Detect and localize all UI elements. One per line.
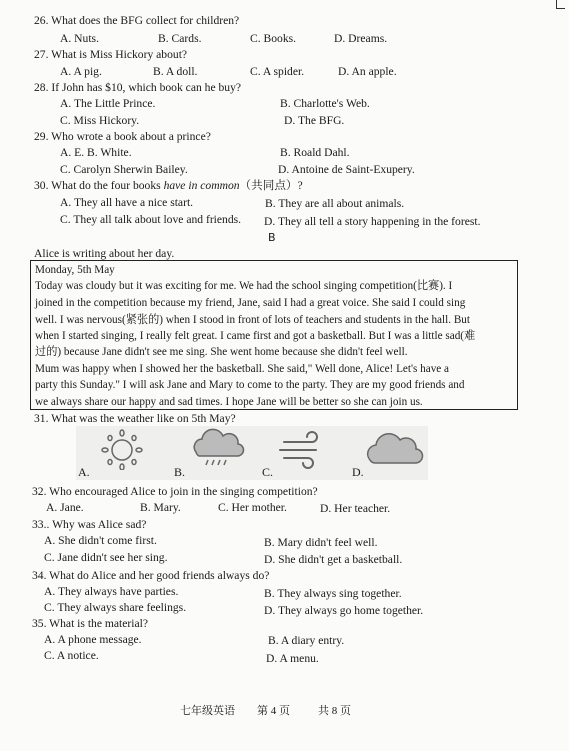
passage-line: 过的) because Jane didn't see me sing. She went home because she didn't feel well. [35, 346, 408, 358]
passage-line: Mum was happy when I showed her the basketball. She said," Well done, Alice! Let's have a [35, 363, 450, 375]
option-26c: C. Books. [250, 32, 297, 45]
option-29d: D. Antoine de Saint-Exupery. [278, 163, 415, 176]
passage-intro: Alice is writing about her day. [34, 247, 175, 260]
passage-line: well. I was nervous(紧张的) when I stood in front of lots of teachers and students in the hall. But [35, 314, 470, 326]
passage-line: when I started singing, I really felt great. I came first and got a basketball. But I was a little sad(难 [35, 330, 476, 342]
option-29c: C. Carolyn Sherwin Bailey. [60, 163, 188, 176]
page-corner-mark [556, 0, 565, 9]
passage-line: we always share our happy and sad times. I hope Jane will be better so she can join us. [35, 396, 423, 408]
option-28c: C. Miss Hickory. [60, 114, 140, 127]
option-33c: C. Jane didn't see her sing. [44, 551, 168, 564]
passage-line: party this Sunday." I will ask Jane and Mary to come to the party. They are my good friends and [35, 379, 465, 391]
question-35: 35. What is the material? [32, 617, 149, 630]
option-30c: C. They all talk about love and friends. [60, 213, 242, 226]
option-33a: A. She didn't come first. [44, 534, 157, 547]
option-28d: D. The BFG. [284, 114, 345, 127]
sun-icon [92, 428, 156, 470]
wind-icon [270, 428, 334, 470]
option-27b: B. A doll. [153, 65, 198, 78]
option-31b-label: B. [174, 465, 186, 479]
option-35b: B. A diary entry. [268, 634, 345, 647]
option-26b: B. Cards. [158, 32, 202, 45]
question-34: 34. What do Alice and her good friends always do? [32, 569, 270, 582]
option-27a: A. A pig. [60, 65, 102, 78]
footer-total-pages: 共 8 页 [318, 705, 351, 717]
option-27c: C. A spider. [250, 65, 305, 78]
option-30d: D. They all tell a story happening in the forest. [264, 215, 481, 228]
question-26: 26. What does the BFG collect for children? [34, 14, 240, 27]
option-30a: A. They all have a nice start. [60, 196, 194, 209]
handwritten-answer: B [268, 231, 276, 244]
option-32b: B. Mary. [140, 501, 181, 514]
option-35d: D. A menu. [266, 652, 319, 665]
passage-line: Monday, 5th May [35, 264, 115, 276]
question-31: 31. What was the weather like on 5th May? [34, 412, 236, 425]
option-28b: B. Charlotte's Web. [280, 97, 370, 110]
question-33: 33.. Why was Alice sad? [32, 518, 147, 531]
question-28: 28. If John has $10, which book can he buy? [34, 81, 242, 94]
option-26d: D. Dreams. [334, 32, 388, 45]
option-35a: A. A phone message. [44, 633, 142, 646]
option-33b: B. Mary didn't feel well. [264, 536, 378, 549]
question-32: 32. Who encouraged Alice to join in the singing competition? [32, 485, 318, 498]
question-30: 30. What do the four books have in common（共同点）? [34, 179, 303, 192]
option-32a: A. Jane. [46, 501, 84, 514]
option-26a: A. Nuts. [60, 32, 99, 45]
option-31d-label: D. [352, 465, 364, 479]
footer-grade: 七年级英语 [180, 705, 235, 717]
diary-passage-box [30, 260, 518, 410]
option-32d: D. Her teacher. [320, 502, 391, 515]
option-29a: A. E. B. White. [60, 146, 132, 159]
option-34c: C. They always share feelings. [44, 601, 187, 614]
passage-line: joined in the competition because my friend, Jane, said I had a great voice. She said I could sing [35, 297, 466, 309]
option-31a-label: A. [78, 465, 90, 479]
rain-cloud-icon [186, 428, 250, 470]
option-35c: C. A notice. [44, 649, 99, 662]
option-29b: B. Roald Dahl. [280, 146, 350, 159]
option-27d: D. An apple. [338, 65, 397, 78]
option-34b: B. They always sing together. [264, 587, 402, 600]
passage-line: Today was cloudy but it was exciting for me. We had the school singing competition(比赛). I [35, 280, 453, 292]
option-34a: A. They always have parties. [44, 585, 179, 598]
option-33d: D. She didn't get a basketball. [264, 553, 403, 566]
option-28a: A. The Little Prince. [60, 97, 156, 110]
footer-page-number: 第 4 页 [257, 705, 290, 717]
cloud-icon [362, 428, 426, 470]
option-32c: C. Her mother. [218, 501, 287, 514]
option-30b: B. They are all about animals. [265, 197, 405, 210]
question-27: 27. What is Miss Hickory about? [34, 48, 188, 61]
option-34d: D. They always go home together. [264, 604, 424, 617]
option-31c-label: C. [262, 465, 274, 479]
question-29: 29. Who wrote a book about a prince? [34, 130, 211, 143]
